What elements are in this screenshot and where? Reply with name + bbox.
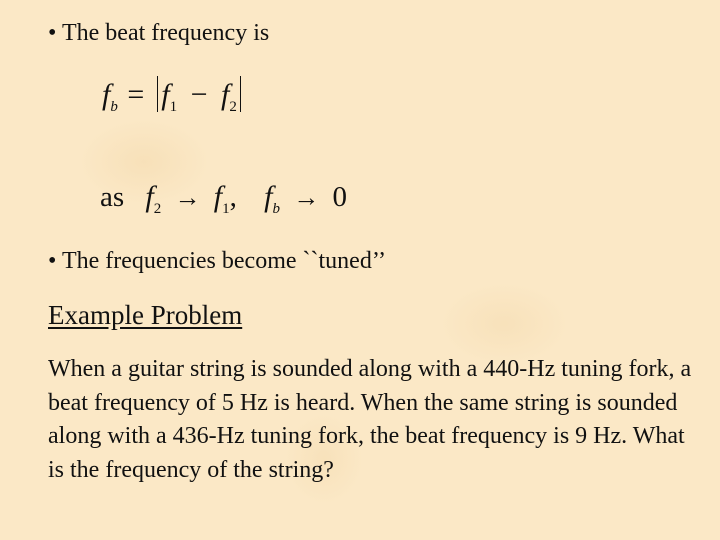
abs-bar-left: [157, 76, 159, 112]
zero: 0: [332, 181, 347, 213]
var-f-1: f: [161, 78, 170, 111]
limit-equation: [100, 180, 347, 217]
comma: ,: [229, 181, 237, 213]
var-f-2: f: [221, 78, 230, 111]
as-word: as: [100, 181, 125, 213]
sub-1b: 1: [222, 201, 230, 217]
abs-bar-right: [240, 76, 242, 112]
minus-sign: −: [190, 78, 208, 111]
var-f-bb: f: [264, 180, 273, 213]
bullet-tuned: [48, 248, 386, 275]
equals-sign: =: [127, 78, 145, 111]
sub-b: b: [110, 99, 118, 115]
bullet-marker: •: [48, 20, 57, 46]
bullet-marker-2: •: [48, 248, 57, 274]
arrow-2: →: [293, 183, 320, 212]
bullet-beat-frequency: [48, 20, 269, 47]
var-f-b: f: [102, 78, 111, 111]
arrow-1: →: [174, 183, 201, 212]
bullet-text: The beat frequency is: [61, 20, 270, 46]
sub-2: 2: [229, 99, 237, 115]
sub-bb: b: [272, 201, 280, 217]
bullet-text-2: The frequencies become ``tuned’’: [61, 248, 387, 274]
var-f-1b: f: [213, 180, 223, 213]
example-heading: Example Problem: [48, 300, 243, 330]
beat-frequency-equation: [102, 76, 244, 115]
var-f-2b: f: [145, 180, 154, 213]
sub-2b: 2: [153, 201, 162, 217]
example-problem-text: When a guitar string is sounded along with a 440-Hz tuning fork, a beat frequency of 5 Hz is heard. When the same string is sounded along with a 436-Hz tuning fork, the beat frequency is 9 Hz. What is the frequency of the string?: [48, 356, 692, 483]
sub-1: 1: [169, 99, 178, 115]
